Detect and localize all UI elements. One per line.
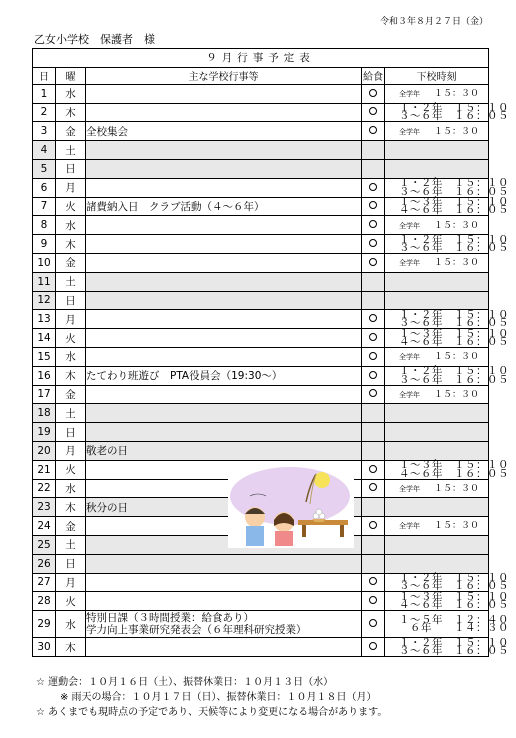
day-of-week: 土: [56, 535, 86, 554]
dismissal-cell: [385, 347, 489, 366]
lunch-served-icon: [369, 619, 377, 627]
dismissal-grade: 全学年: [399, 89, 420, 98]
dismissal-cell: [385, 272, 489, 291]
event-cell: [86, 253, 362, 272]
day-number: 8: [33, 216, 56, 235]
dismissal-cell: [385, 122, 489, 141]
dismissal-cell: [385, 459, 509, 480]
table-row: [33, 404, 489, 423]
lunch-served-icon: [369, 220, 377, 228]
dismissal-cell: [385, 177, 509, 198]
lunch-cell: [362, 216, 385, 235]
table-row: [33, 235, 489, 254]
dismissal-cell: [385, 498, 489, 517]
lunch-served-icon: [369, 352, 377, 360]
dismissal-cell: [385, 253, 489, 272]
table-row: [33, 310, 489, 329]
dismissal-cell: [385, 636, 509, 657]
lunch-served-icon: [369, 333, 377, 341]
dismissal-cell: [385, 611, 509, 638]
event-cell: [86, 103, 362, 122]
lunch-cell: [362, 592, 385, 611]
event-text: 敬老の日: [86, 445, 128, 458]
dismissal-cell: [385, 571, 509, 593]
lunch-cell: [362, 310, 385, 329]
addressee: 乙女小学校 保護者 様: [34, 33, 155, 46]
event-cell: [86, 573, 362, 592]
lunch-served-icon: [369, 642, 377, 650]
dismissal-line-2: ４～６年 １６：０５: [399, 599, 509, 612]
day-number: 13: [33, 310, 56, 329]
day-number: 3: [33, 122, 56, 141]
day-number: 21: [33, 460, 56, 479]
lunch-served-icon: [369, 596, 377, 604]
day-number: 19: [33, 423, 56, 442]
lunch-served-icon: [369, 126, 377, 134]
event-cell: [86, 235, 362, 254]
dismissal-line-2: ３～６年 １６：０５: [399, 580, 509, 593]
day-of-week: 土: [56, 141, 86, 160]
day-number: 1: [33, 84, 56, 103]
day-of-week: 月: [56, 310, 86, 329]
day-number: 17: [33, 385, 56, 404]
day-number: 14: [33, 329, 56, 348]
event-cell: [86, 84, 362, 103]
table-row: [33, 554, 489, 573]
event-cell: [86, 141, 362, 160]
dismissal-line-1: １～３年 １５：１０: [399, 459, 509, 472]
document-date: 令和３年８月２７日（金）: [379, 17, 488, 27]
dismissal-grade: 全学年: [399, 221, 420, 230]
event-cell: [86, 122, 362, 141]
event-cell: [86, 178, 362, 197]
day-number: 27: [33, 573, 56, 592]
lunch-served-icon: [369, 314, 377, 322]
dismissal-cell: [385, 404, 489, 423]
lunch-served-icon: [369, 107, 377, 115]
lunch-cell: [362, 638, 385, 657]
table-row: [33, 638, 489, 657]
dismissal-line-1: １・２年 １５：１０: [399, 571, 509, 584]
event-cell: [86, 554, 362, 573]
dismissal-cell: [385, 385, 489, 404]
lunch-served-icon: [369, 89, 377, 97]
day-number: 30: [33, 638, 56, 657]
event-cell: [86, 404, 362, 423]
table-row: [33, 141, 489, 160]
table-row: [33, 347, 489, 366]
header-dismissal: 下校時刻: [385, 67, 489, 84]
lunch-cell: [362, 159, 385, 178]
lunch-cell: [362, 84, 385, 103]
dismissal-cell: [385, 195, 509, 217]
day-number: 6: [33, 178, 56, 197]
lunch-cell: [362, 178, 385, 197]
event-text: 特別日課（３時間授業：給食あり）: [86, 612, 254, 625]
lunch-served-icon: [369, 183, 377, 191]
day-number: 18: [33, 404, 56, 423]
dismissal-cell: [385, 423, 489, 442]
event-cell: [86, 366, 362, 385]
day-number: 5: [33, 159, 56, 178]
day-of-week: 金: [56, 122, 86, 141]
lunch-cell: [362, 291, 385, 310]
dismissal-line-2: ３～６年 １６：０５: [399, 110, 509, 123]
schedule-title: ９月行事予定表: [33, 49, 489, 68]
lunch-cell: [362, 366, 385, 385]
day-number: 16: [33, 366, 56, 385]
dismissal-cell: [385, 479, 489, 498]
event-cell: [86, 347, 362, 366]
day-of-week: 水: [56, 347, 86, 366]
table-row: [33, 423, 489, 442]
dismissal-line-2: ３～６年 １６：０５: [399, 242, 509, 255]
lunch-cell: [362, 235, 385, 254]
lunch-cell: [362, 122, 385, 141]
note-disclaimer: ☆ あくまでも現時点の予定であり、天候等により変更になる場合があります。: [36, 707, 388, 718]
dismissal-line-2: ３～６年 １６：０５: [399, 645, 509, 657]
dismissal-line-1: １～３年 １５：１０: [399, 195, 509, 208]
event-text: 諸費納入日 クラブ活動（４～６年）: [86, 200, 265, 213]
day-of-week: 木: [56, 498, 86, 517]
table-row: [33, 441, 489, 460]
lunch-served-icon: [369, 389, 377, 397]
day-of-week: 火: [56, 460, 86, 479]
day-number: 24: [33, 517, 56, 536]
dismissal-line-1: １・２年 １５：１０: [399, 365, 509, 378]
day-of-week: 水: [56, 479, 86, 498]
dismissal-cell: [385, 101, 509, 123]
dismissal-line-2: ６年 １４：３０: [399, 622, 509, 635]
lunch-cell: [362, 535, 385, 554]
moon-viewing-children-illustration: [228, 466, 354, 548]
lunch-cell: [362, 460, 385, 479]
day-number: 22: [33, 479, 56, 498]
day-number: 7: [33, 197, 56, 216]
dismissal-line-1: １・２年 １５：１０: [399, 308, 509, 321]
dismissal-line-2: ４～６年 １６：０５: [399, 467, 509, 480]
header-dow: 曜: [56, 67, 86, 84]
dismissal-grade: 全学年: [399, 259, 420, 268]
dismissal-line-1: １・２年 １５：１０: [399, 101, 509, 114]
dismissal-time: １５：３０: [434, 352, 480, 363]
table-row: [33, 84, 489, 103]
dismissal-grade: 全学年: [399, 390, 420, 399]
table-row: [33, 592, 489, 611]
event-cell: [86, 216, 362, 235]
dismissal-time: １５：３０: [434, 220, 480, 231]
lunch-cell: [362, 141, 385, 160]
day-of-week: 日: [56, 423, 86, 442]
dismissal-cell: [385, 84, 489, 103]
event-cell: [86, 423, 362, 442]
event-cell: [86, 291, 362, 310]
dismissal-cell: [385, 291, 489, 310]
day-number: 15: [33, 347, 56, 366]
lunch-cell: [362, 385, 385, 404]
dismissal-cell: [385, 517, 489, 536]
table-row: [33, 216, 489, 235]
day-of-week: 土: [56, 272, 86, 291]
table-row: [33, 178, 489, 197]
lunch-cell: [362, 573, 385, 592]
lunch-cell: [362, 517, 385, 536]
lunch-cell: [362, 347, 385, 366]
dismissal-line-1: １～３年 １５：１０: [399, 590, 509, 603]
lunch-served-icon: [369, 201, 377, 209]
day-of-week: 月: [56, 178, 86, 197]
event-text: たてわり班遊び PTA役員会（19:30～）: [86, 370, 283, 383]
table-row: [33, 366, 489, 385]
day-of-week: 火: [56, 592, 86, 611]
lunch-served-icon: [369, 465, 377, 473]
dismissal-line-1: １・２年 １５：１０: [399, 636, 509, 649]
dismissal-time: １５：３０: [434, 126, 480, 137]
day-number: 9: [33, 235, 56, 254]
dismissal-cell: [385, 233, 509, 255]
event-cell: [86, 329, 362, 348]
day-of-week: 日: [56, 159, 86, 178]
lunch-cell: [362, 498, 385, 517]
dismissal-line-2: ４～６年 １６：０５: [399, 336, 509, 349]
day-number: 11: [33, 272, 56, 291]
table-row: [33, 253, 489, 272]
lunch-cell: [362, 103, 385, 122]
dismissal-time: １５：３０: [434, 521, 480, 532]
dismissal-grade: 全学年: [399, 127, 420, 136]
lunch-cell: [362, 423, 385, 442]
dismissal-cell: [385, 327, 509, 349]
day-of-week: 木: [56, 103, 86, 122]
schedule-table: [32, 48, 509, 657]
day-of-week: 金: [56, 385, 86, 404]
lunch-cell: [362, 611, 385, 638]
day-of-week: 月: [56, 441, 86, 460]
event-cell: [86, 441, 362, 460]
dismissal-cell: [385, 308, 509, 330]
day-of-week: 土: [56, 404, 86, 423]
day-of-week: 火: [56, 197, 86, 216]
table-row: [33, 611, 489, 638]
day-number: 2: [33, 103, 56, 122]
table-row: [33, 573, 489, 592]
lunch-served-icon: [369, 521, 377, 529]
table-row: [33, 122, 489, 141]
lunch-cell: [362, 197, 385, 216]
dismissal-grade: 全学年: [399, 522, 420, 531]
dismissal-cell: [385, 216, 489, 235]
dismissal-cell: [385, 554, 489, 573]
dismissal-line-2: ３～６年 １６：０５: [399, 317, 509, 330]
dismissal-cell: [385, 535, 489, 554]
dismissal-time: １５：３０: [434, 88, 480, 99]
day-number: 20: [33, 441, 56, 460]
day-number: 29: [33, 611, 56, 638]
table-row: [33, 329, 489, 348]
day-of-week: 木: [56, 366, 86, 385]
event-cell: [86, 197, 362, 216]
event-cell: [86, 272, 362, 291]
dismissal-line-1: １・２年 １５：１０: [399, 233, 509, 246]
event-cell: [86, 385, 362, 404]
day-of-week: 金: [56, 253, 86, 272]
day-of-week: 木: [56, 235, 86, 254]
day-number: 12: [33, 291, 56, 310]
event-cell: [86, 310, 362, 329]
dismissal-grade: 全学年: [399, 353, 420, 362]
day-of-week: 日: [56, 291, 86, 310]
day-number: 28: [33, 592, 56, 611]
note-rain-date: ※ 雨天の場合：１０月１７日（日）、振替休業日：１０月１８日（月）: [60, 692, 377, 703]
lunch-cell: [362, 554, 385, 573]
dismissal-time: １５：３０: [434, 483, 480, 494]
lunch-cell: [362, 441, 385, 460]
day-number: 10: [33, 253, 56, 272]
dismissal-grade: 全学年: [399, 484, 420, 493]
day-number: 23: [33, 498, 56, 517]
lunch-cell: [362, 329, 385, 348]
day-number: 25: [33, 535, 56, 554]
lunch-cell: [362, 253, 385, 272]
event-cell: [86, 159, 362, 178]
lunch-served-icon: [369, 239, 377, 247]
dismissal-line-1: １・２年 １５：１０: [399, 177, 509, 190]
dismissal-cell: [385, 365, 509, 386]
table-row: [33, 103, 489, 122]
day-of-week: 木: [56, 638, 86, 657]
event-text: 全校集会: [86, 125, 128, 138]
event-text-2: 学力向上事業研究発表会（６年理科研究授業）: [86, 624, 307, 637]
day-of-week: 水: [56, 216, 86, 235]
dismissal-line-2: ３～６年 １６：０５: [399, 373, 509, 386]
lunch-served-icon: [369, 483, 377, 491]
event-cell: [86, 592, 362, 611]
dismissal-cell: [385, 590, 509, 612]
event-cell: [86, 638, 362, 657]
table-row: [33, 159, 489, 178]
day-number: 4: [33, 141, 56, 160]
table-row: [33, 197, 489, 216]
day-of-week: 水: [56, 84, 86, 103]
header-lunch: 給食: [362, 67, 385, 84]
dismissal-line-2: ４～６年 １６：０５: [399, 204, 509, 217]
lunch-cell: [362, 272, 385, 291]
lunch-served-icon: [369, 371, 377, 379]
day-of-week: 金: [56, 517, 86, 536]
dismissal-line-1: １～３年 １５：１０: [399, 327, 509, 340]
dismissal-line-1: １～５年 １２：４０: [399, 613, 509, 626]
day-of-week: 日: [56, 554, 86, 573]
note-sports-day: ☆ 運動会：１０月１６日（土）、振替休業日：１０月１３日（水）: [36, 677, 334, 688]
lunch-served-icon: [369, 258, 377, 266]
lunch-cell: [362, 404, 385, 423]
day-of-week: 水: [56, 611, 86, 638]
header-event: 主な学校行事等: [86, 67, 362, 84]
lunch-cell: [362, 479, 385, 498]
table-row: [33, 272, 489, 291]
day-of-week: 火: [56, 329, 86, 348]
dismissal-time: １５：３０: [434, 258, 480, 269]
dismissal-time: １５：３０: [434, 389, 480, 400]
event-text: 秋分の日: [86, 501, 128, 514]
header-day: 日: [33, 67, 56, 84]
event-cell: [86, 611, 362, 638]
day-of-week: 月: [56, 573, 86, 592]
lunch-served-icon: [369, 577, 377, 585]
table-row: [33, 385, 489, 404]
day-number: 26: [33, 554, 56, 573]
table-row: [33, 291, 489, 310]
dismissal-cell: [385, 441, 489, 460]
dismissal-line-2: ３～６年 １６：０５: [399, 185, 509, 198]
dismissal-cell: [385, 159, 489, 178]
dismissal-cell: [385, 141, 489, 160]
